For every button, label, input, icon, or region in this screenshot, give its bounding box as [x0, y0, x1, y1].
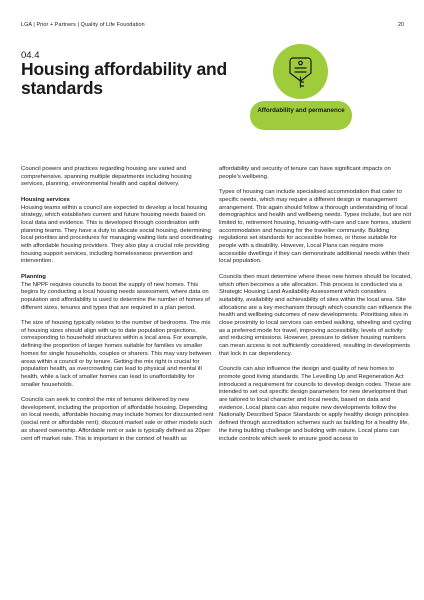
housing-services-heading: Housing services: [21, 196, 70, 203]
planning-heading: Planning: [21, 273, 46, 280]
key-icon: [273, 44, 328, 99]
intro-paragraph: Council powers and practices regarding housing are varied and comprehensive, spanning multiple departments including housing services, planning, environmental health and capital delivery.: [21, 166, 192, 188]
running-header: LGA | Prior + Partners | Quality of Life Foundation: [21, 22, 145, 28]
tenure-paragraph: Councils can seek to control the mix of tenures delivered by new development, including the proportion of affordable housing. Depending on local needs, affordable housing may include homes for discounted rent (social rent or affordable rent), discount market sale or other models such as shared ownership. Affordable rent or sale is typically defined as 20per cent off market rate. This is important in the context of health as: [21, 397, 214, 442]
housing-size-paragraph: The size of housing typically relates to the number of bedrooms. The mix of housing sizes should align with up to date population projections, corresponding to household structures within a local area. For example, defining the proportion of larger homes suitable for families vs smaller homes for single households, couples or sharers. This may vary between areas within a council or by tenure. Getting the mix right is crucial for population health, as overcrowding can lead to physical and mental ill health, while a lack of smaller homes can lead to unaffordability for smaller households.: [21, 320, 212, 388]
badge-label: Affordability and permanence: [257, 107, 345, 114]
badge-label-box: [250, 101, 352, 130]
page-number: 20: [398, 22, 404, 28]
site-location-paragraph: Councils then must determine where these new homes should be located, which often becomes a site allocation. This process is conducted via a Strategic Housing Land Availability Assessment which considers suitability, availability and achievability of sites within the local area. Site allocations are a key mechanism through which councils can influence the health and wellbeing outcomes of new developments. Prioritising sites in close proximity to local services can embed walking, wheeling and cycling as a preferred mode for travel, improving accessibility, levels of activity and reducing emissions. However, pressure to deliver housing numbers can mean access is not sufficiently considered, resulting in developments that lock in car dependency.: [219, 273, 412, 357]
design-quality-paragraph: Councils can also influence the design and quality of new homes to promote good living standards. The Levelling Up and Regeneration Act introduced a requirement for councils to develop design codes. These are intended to set out specific design parameters for new development that are tailored to local character and local needs, based on data and evidence. Local plans can also require new developments follow the Nationally Described Space Standards or apply healthy design principles defined through accreditation schemes such as building for a healthy life, the living building challenge and building with nature. Local plans can include controls which seek to ensure good access to: [219, 366, 411, 442]
planning-paragraph: The NPPF requires councils to boost the supply of new homes. This begins by conducting a local housing needs assessment, where data on population and affordability is used to determine the number of homes of different sizes, tenures and types that are required in a plan period.: [21, 281, 210, 311]
right-column: [219, 166, 412, 451]
continuation-paragraph: affordability and security of tenure can have significant impacts on people's wellbeing.: [219, 166, 391, 180]
page-title: Housing affordability and standards: [21, 59, 227, 98]
housing-types-paragraph: Types of housing can include specialised accommodation that cater to specific needs, which may require a different design or management arrangement. This again should follow a thorough understanding of local demographics and health and wellbeing needs. Types include, but are not limited to, retirement housing, housing-with-care and care homes, student accommodation and housing for the traveller community. Building regulations set standards for accessible homes, or those suitable for people with a disability. However, Local Plans can require more accessible dwellings if they can demonstrate additional needs within their local population.: [219, 189, 412, 265]
badge-circle: [273, 44, 328, 99]
left-column: [21, 166, 215, 451]
section-number: 04.4: [21, 50, 40, 61]
theme-badge: [250, 44, 365, 130]
housing-services-paragraph: Housing teams within a council are expected to develop a local housing strategy, which establishes current and future housing needs based on local data and evidence. This is developed through coordination with planning teams. They have a duty to allocate social housing, determining local priorities and procedures for managing waiting lists and coordinating with affordable housing providers. They also play a crucial role providing housing support services, including homelessness prevention and intervention.: [21, 204, 213, 265]
